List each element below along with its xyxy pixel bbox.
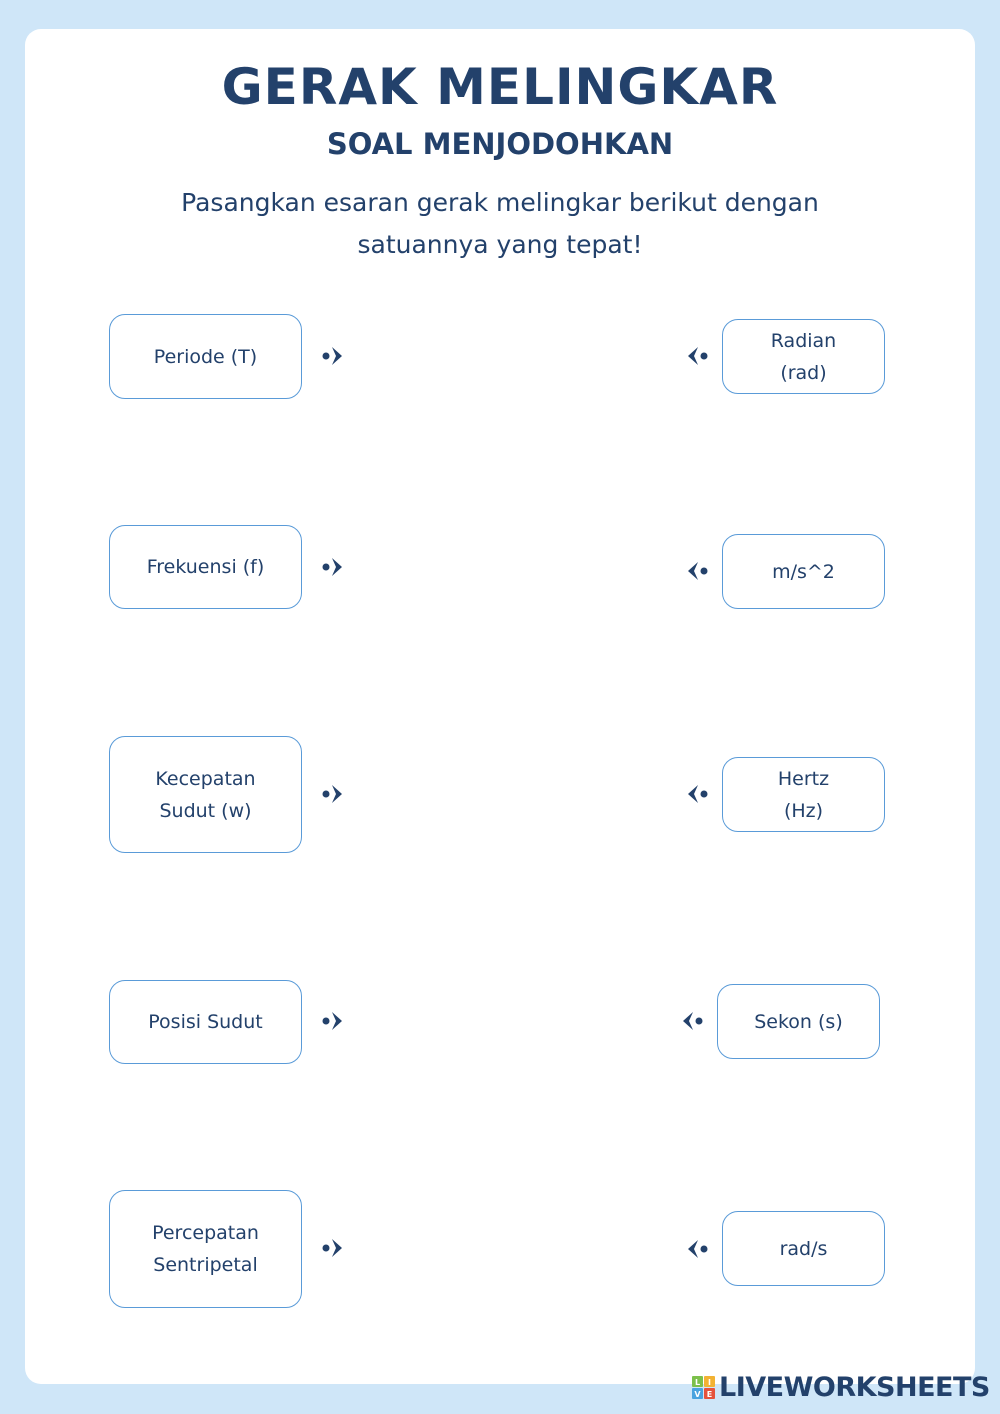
connector-arrow-left-icon[interactable] [678, 1010, 704, 1032]
svg-text:L: L [694, 1377, 701, 1387]
left-item-5[interactable]: Percepatan Sentripetal [109, 1190, 302, 1308]
svg-text:V: V [694, 1389, 701, 1399]
liveworksheets-watermark [692, 1372, 990, 1403]
watermark-text: LIVEWORKSHEETS [719, 1372, 990, 1403]
connector-arrow-left-icon[interactable] [683, 1238, 709, 1260]
left-item-3[interactable]: Kecepatan Sudut (w) [109, 736, 302, 853]
connector-arrow-right-icon[interactable] [321, 556, 347, 578]
connector-arrow-right-icon[interactable] [321, 783, 347, 805]
left-item-1[interactable]: Periode (T) [109, 314, 302, 399]
svg-text:I: I [708, 1377, 711, 1387]
right-item-4[interactable]: Sekon (s) [717, 984, 880, 1059]
page-subtitle: SOAL MENJODOHKAN [326, 127, 674, 161]
svg-text:E: E [706, 1389, 713, 1399]
page-title: GERAK MELINGKAR [221, 58, 779, 116]
left-item-2[interactable]: Frekuensi (f) [109, 525, 302, 609]
right-item-2[interactable]: m/s^2 [722, 534, 885, 609]
right-item-1[interactable]: Radian (rad) [722, 319, 885, 394]
liveworksheets-logo-icon [692, 1375, 716, 1401]
right-item-3[interactable]: Hertz (Hz) [722, 757, 885, 832]
connector-arrow-right-icon[interactable] [321, 1010, 347, 1032]
connector-arrow-left-icon[interactable] [683, 345, 709, 367]
right-item-5[interactable]: rad/s [722, 1211, 885, 1286]
instruction-text: Pasangkan esaran gerak melingkar berikut dengan satuannya yang tepat! [181, 188, 819, 259]
connector-arrow-right-icon[interactable] [321, 345, 347, 367]
connector-arrow-left-icon[interactable] [683, 560, 709, 582]
connector-arrow-right-icon[interactable] [321, 1237, 347, 1259]
left-item-4[interactable]: Posisi Sudut [109, 980, 302, 1064]
connector-arrow-left-icon[interactable] [683, 783, 709, 805]
